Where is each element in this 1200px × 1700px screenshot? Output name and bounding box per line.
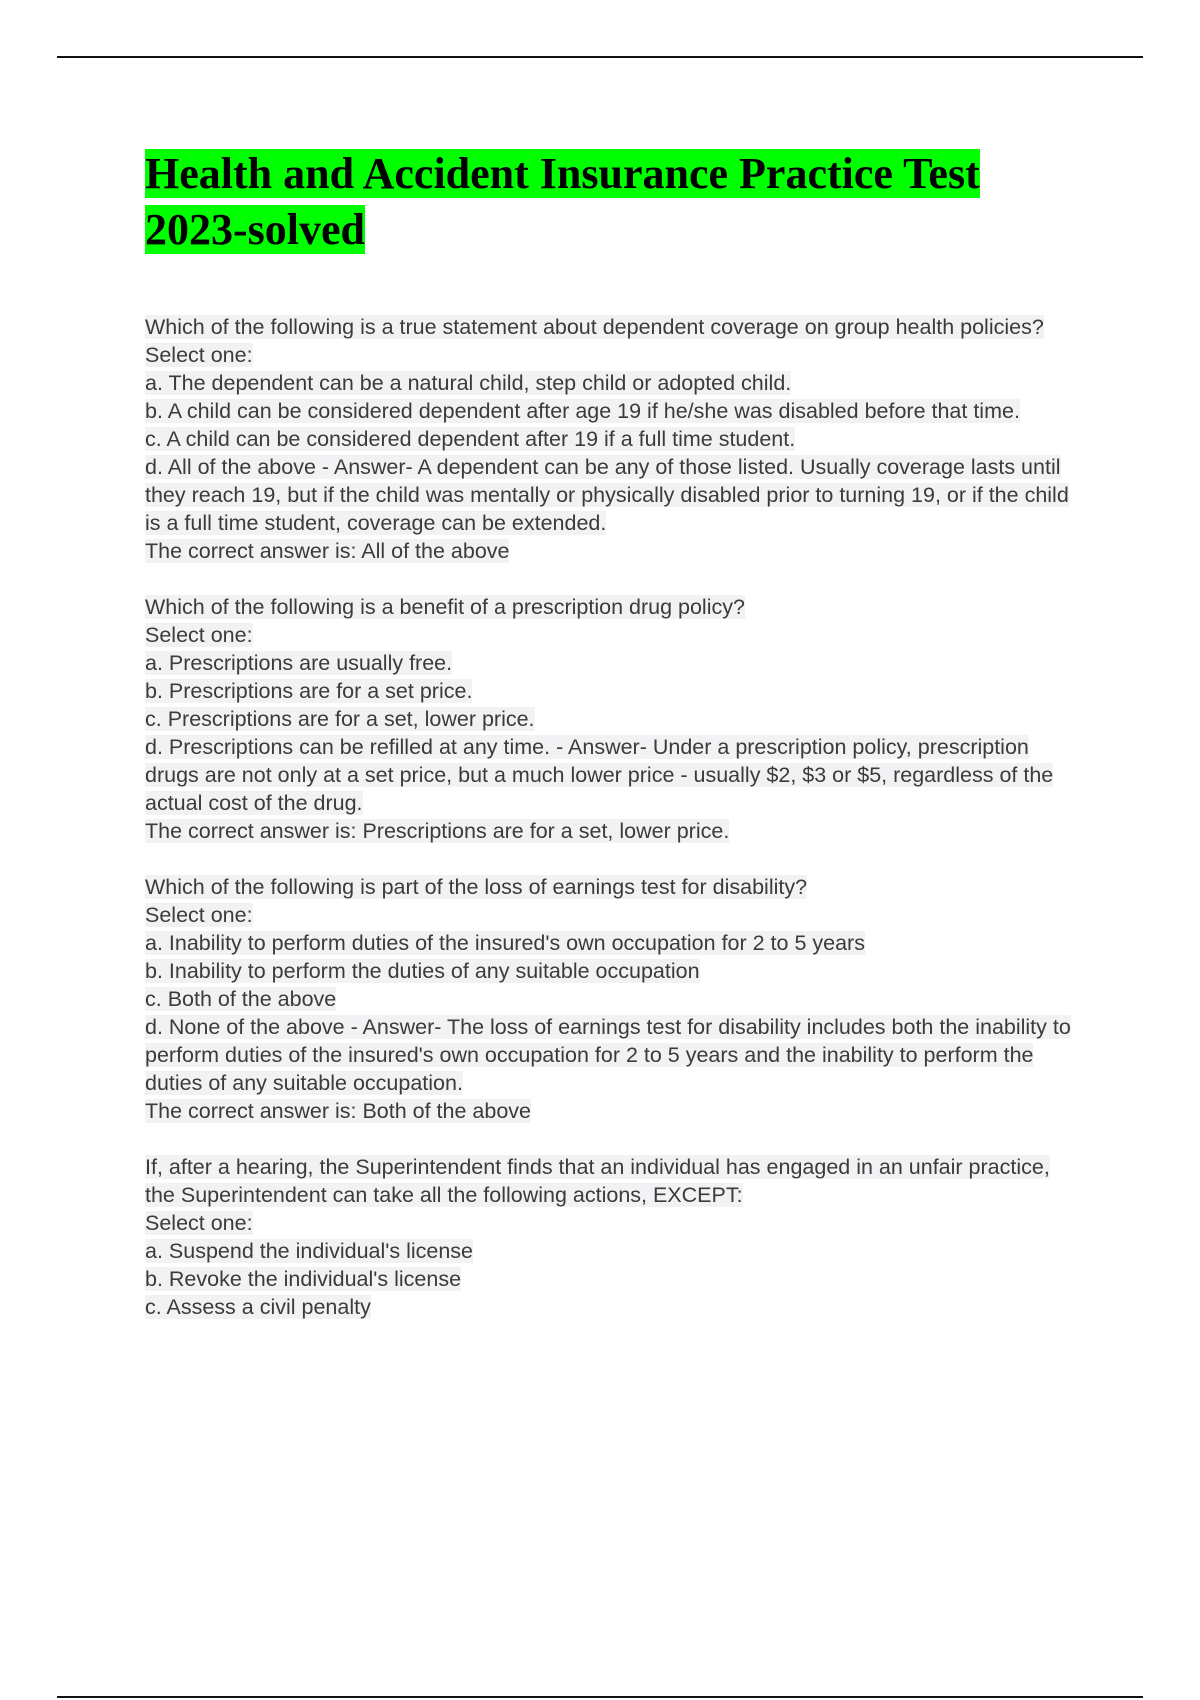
answer-option: d. None of the above - Answer- The loss of earnings test for disability includes both the inability to perform duties of the insured's own occupation for 2 to 5 years and the inability to perform the duties of any suitable occupation.	[145, 1015, 1071, 1095]
answer-option: c. A child can be considered dependent after 19 if a full time student.	[145, 427, 796, 451]
questions-container	[145, 313, 1080, 1349]
answer-option: b. Revoke the individual's license	[145, 1267, 462, 1291]
answer-option: a. The dependent can be a natural child, step child or adopted child.	[145, 371, 792, 395]
question-block-3	[145, 873, 1080, 1125]
answer-option: b. Prescriptions are for a set price.	[145, 679, 473, 703]
question-text: Which of the following is a true statement about dependent coverage on group health policies?	[145, 315, 1044, 339]
answer-option: b. A child can be considered dependent after age 19 if he/she was disabled before that time.	[145, 399, 1020, 423]
question-text: If, after a hearing, the Superintendent finds that an individual has engaged in an unfair practice, the Superintendent can take all the following actions, EXCEPT:	[145, 1155, 1050, 1207]
answer-option: a. Prescriptions are usually free.	[145, 651, 453, 675]
question-block-4	[145, 1153, 1080, 1321]
select-one-prompt: Select one:	[145, 623, 253, 647]
correct-answer: The correct answer is: Prescriptions are for a set, lower price.	[145, 819, 730, 843]
answer-option: a. Inability to perform duties of the insured's own occupation for 2 to 5 years	[145, 931, 865, 955]
document-title-text: Health and Accident Insurance Practice Test 2023-solved	[145, 149, 980, 254]
bottom-rule	[57, 1696, 1143, 1698]
answer-option: c. Assess a civil penalty	[145, 1295, 371, 1319]
question-text: Which of the following is a benefit of a prescription drug policy?	[145, 595, 745, 619]
question-text: Which of the following is part of the loss of earnings test for disability?	[145, 875, 808, 899]
correct-answer: The correct answer is: Both of the above	[145, 1099, 532, 1123]
question-block-2	[145, 593, 1080, 845]
answer-option: c. Both of the above	[145, 987, 337, 1011]
question-block-1	[145, 313, 1080, 565]
select-one-prompt: Select one:	[145, 903, 253, 927]
correct-answer: The correct answer is: All of the above	[145, 539, 510, 563]
select-one-prompt: Select one:	[145, 343, 253, 367]
answer-option: b. Inability to perform the duties of any suitable occupation	[145, 959, 700, 983]
answer-option: d. Prescriptions can be refilled at any time. - Answer- Under a prescription policy, prescription drugs are not only at a set price, but a much lower price - usually $2, $3 or $5, regardless of the actual cost of the drug.	[145, 735, 1054, 815]
answer-option: d. All of the above - Answer- A dependent can be any of those listed. Usually coverage lasts until they reach 19, but if the child was mentally or physically disabled prior to turning 19, or if the child is a full time student, coverage can be extended.	[145, 455, 1069, 535]
select-one-prompt: Select one:	[145, 1211, 253, 1235]
document-title	[145, 146, 1065, 258]
answer-option: a. Suspend the individual's license	[145, 1239, 474, 1263]
top-rule	[57, 56, 1143, 58]
answer-option: c. Prescriptions are for a set, lower price.	[145, 707, 535, 731]
